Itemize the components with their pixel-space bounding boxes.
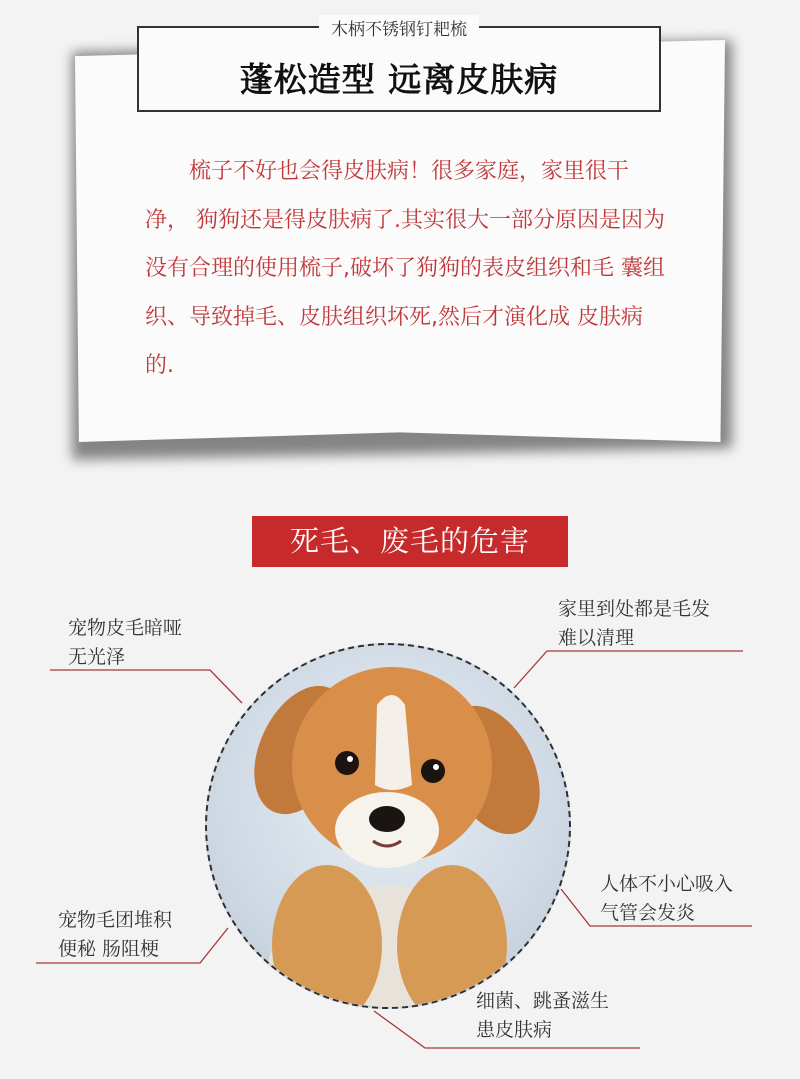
harm-hairball-label: 宠物毛团堆积 便秘 肠阻梗 (58, 909, 173, 960)
page-title: 蓬松造型 远离皮肤病 (239, 60, 559, 99)
harm-hair-everywhere-label: 家里到处都是毛发 难以清理 (558, 598, 711, 649)
product-tagline: 木柄不锈钢钉耙梳 (319, 15, 479, 40)
harm-bacteria-label: 细菌、跳蚤滋生 患皮肤病 (476, 990, 610, 1041)
harm-airway-label: 人体不小心吸入 气管会发炎 (600, 873, 734, 924)
harm-dull-coat-label: 宠物皮毛暗哑 无光泽 (68, 617, 183, 668)
section-banner: 死毛、废毛的危害 (252, 516, 568, 567)
intro-paragraph: 梳子不好也会得皮肤病！很多家庭，家里很干净， 狗狗还是得皮肤病了.其实很大一部分原因是因为没有合理的使用梳子,破坏了狗狗的表皮组织和毛 囊组织、导致掉毛、皮肤组织坏死,然后才演化成 皮肤病的. (145, 159, 665, 378)
